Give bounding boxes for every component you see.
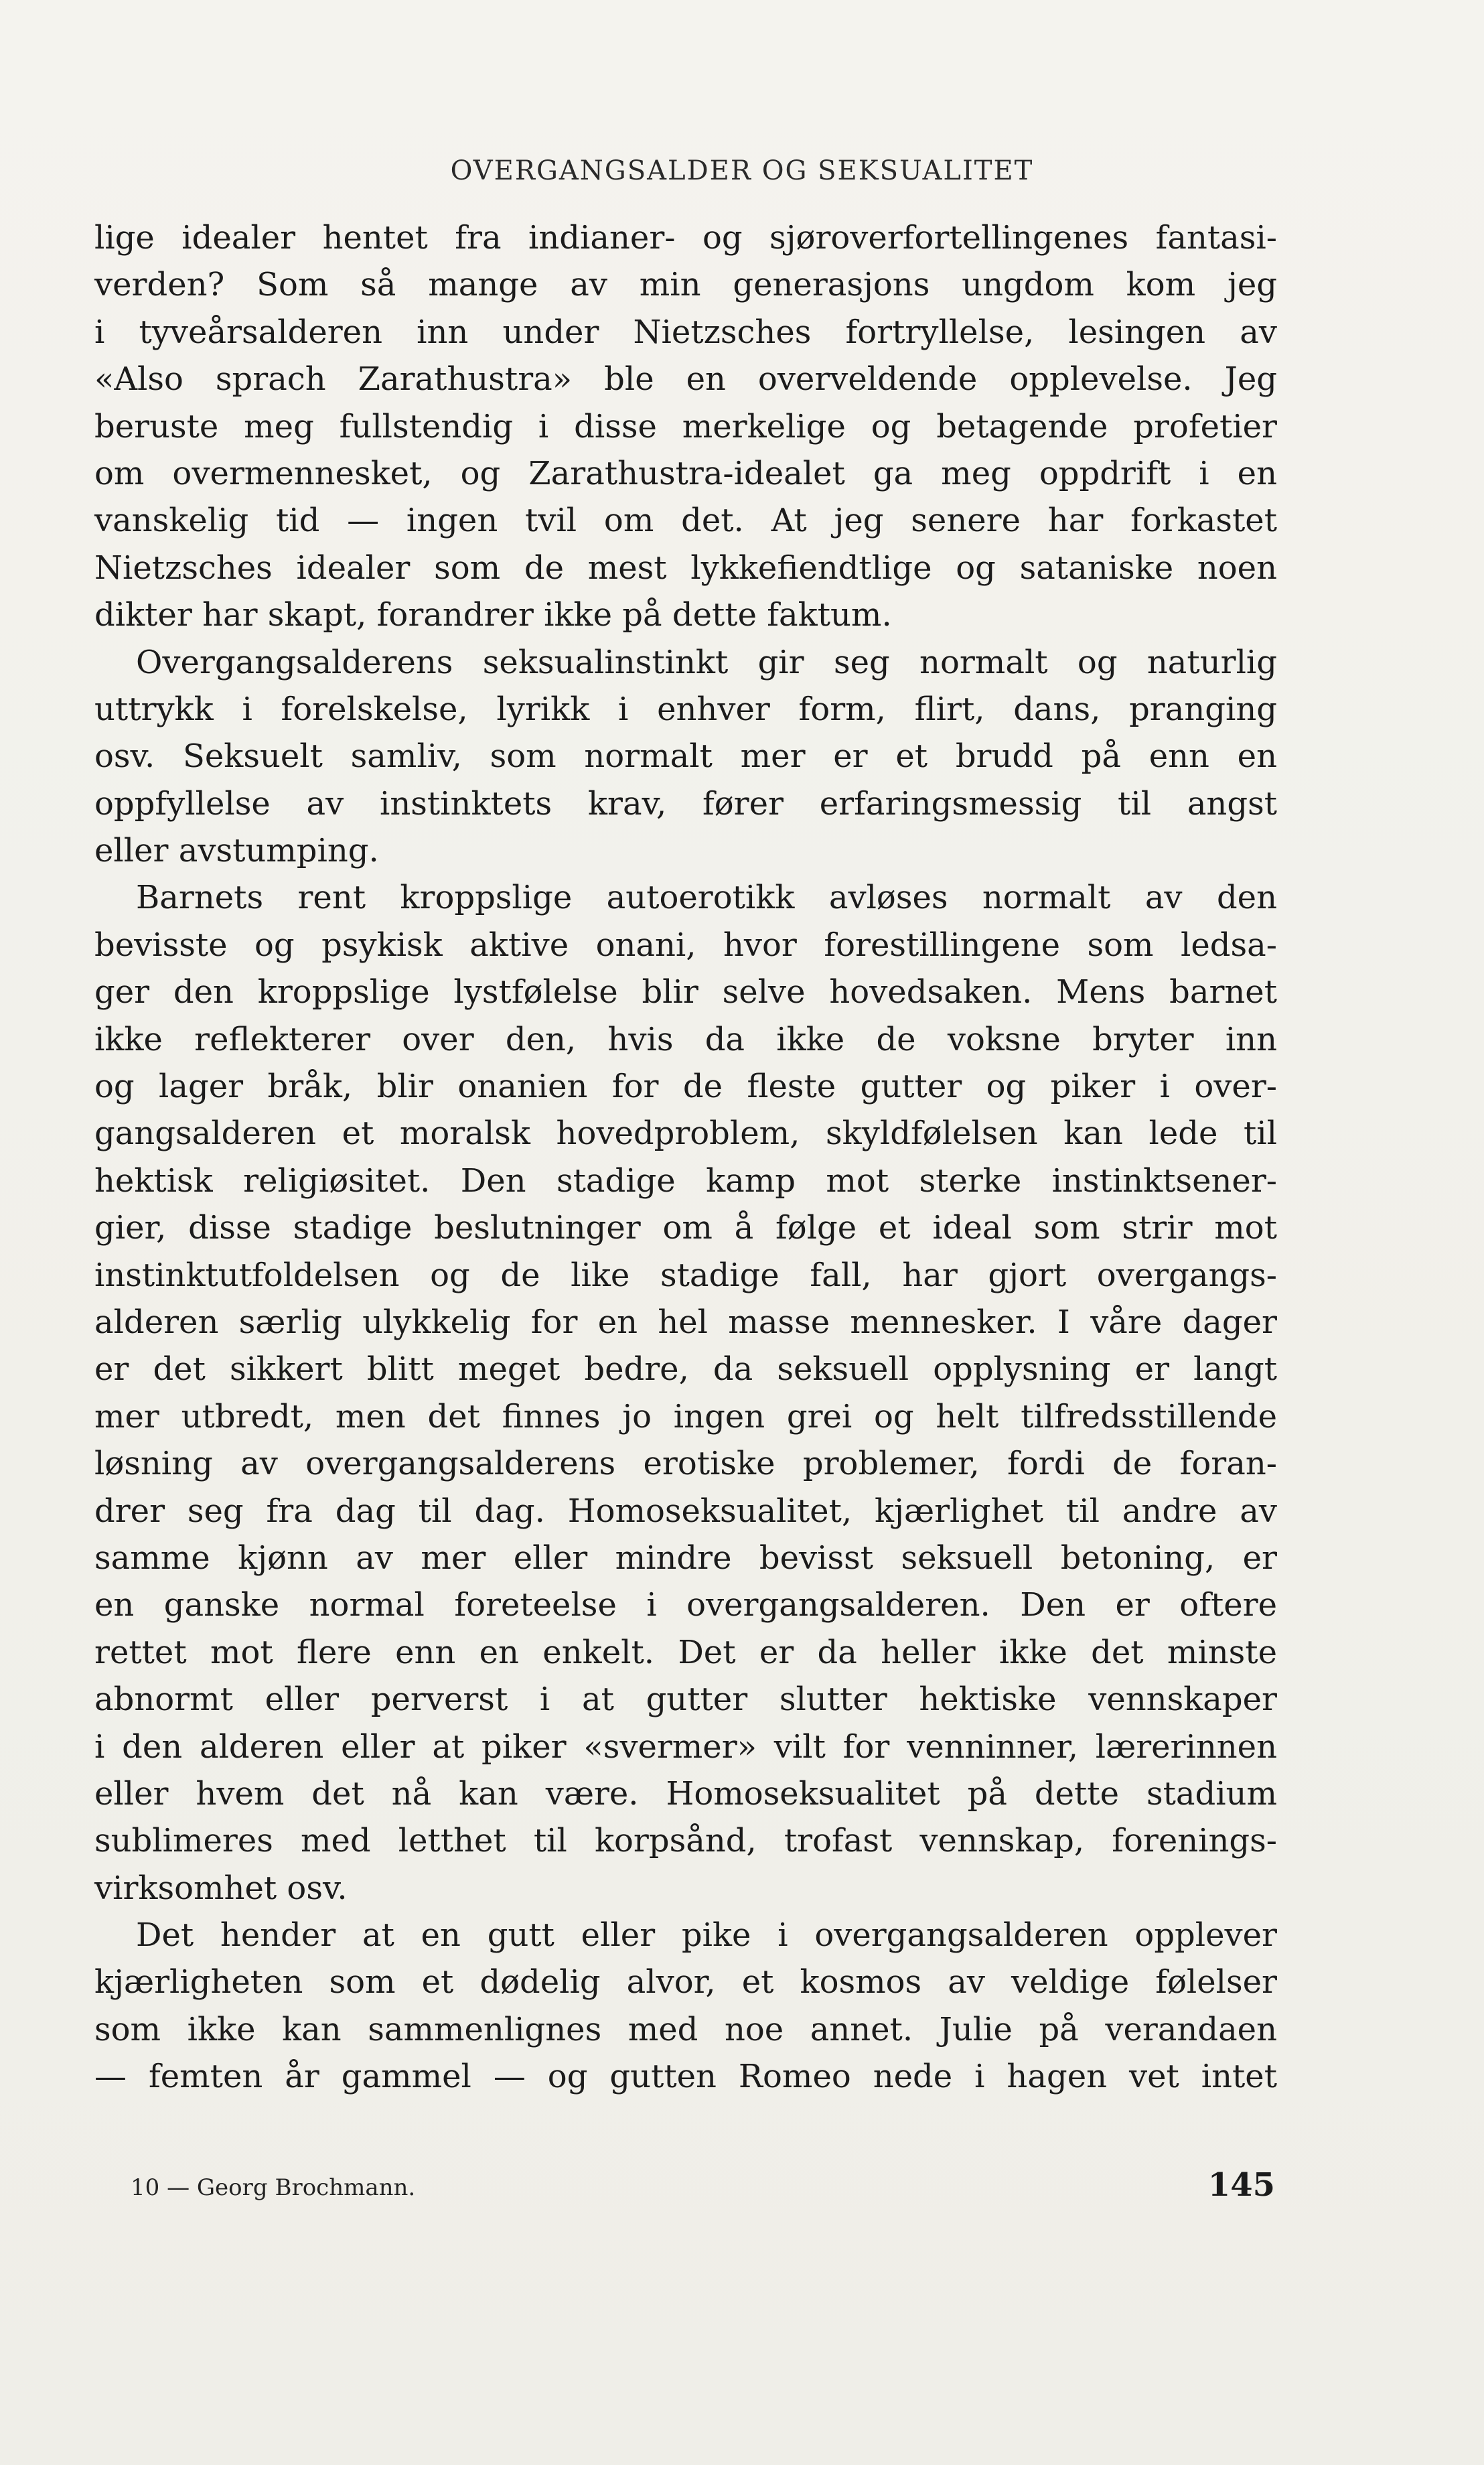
text-line: gier, disse stadige beslutninger om å følge et ideal som strir mot — [94, 1209, 1277, 1247]
text-line: løsning av overgangsalderens erotiske problemer, fordi de foran- — [94, 1445, 1277, 1483]
text-line: om overmennesket, og Zarathustra-idealet ga meg oppdrift i en — [94, 454, 1277, 492]
text-line: Barnets rent kroppslige autoerotikk avløses normalt av den — [136, 879, 1277, 917]
text-line: abnormt eller perverst i at gutter slutter hektiske vennskaper — [94, 1681, 1277, 1719]
page-number: 145 — [1207, 2166, 1275, 2204]
text-line: Det hender at en gutt eller pike i overgangsalderen opplever — [136, 1916, 1277, 1955]
text-line: ikke reflekterer over den, hvis da ikke de voksne bryter inn — [94, 1020, 1277, 1058]
text-line: oppfyllelse av instinktets krav, fører erfaringsmessig til angst — [94, 784, 1277, 823]
body-text — [94, 214, 1277, 2101]
text-line: verden? Som så mange av min generasjons ungdom kom jeg — [94, 266, 1277, 304]
text-line: i den alderen eller at piker «svermer» vilt for venninner, lærerinnen — [94, 1728, 1277, 1766]
text-line: samme kjønn av mer eller mindre bevisst seksuell betoning, er — [94, 1539, 1277, 1577]
text-line: vanskelig tid — ingen tvil om det. At jeg senere har forkastet — [94, 502, 1277, 540]
text-line: dikter har skapt, forandrer ikke på dette faktum. — [94, 596, 892, 634]
text-line: «Also sprach Zarathustra» ble en overveldende opplevelse. Jeg — [94, 360, 1277, 399]
text-line: uttrykk i forelskelse, lyrikk i enhver form, flirt, dans, pranging — [94, 690, 1277, 728]
text-line: Overgangsalderens seksualinstinkt gir seg normalt og naturlig — [136, 643, 1277, 681]
text-line: eller hvem det nå kan være. Homoseksualitet på dette stadium — [94, 1774, 1277, 1813]
text-line: bevisste og psykisk aktive onani, hvor forestillingene som ledsa- — [94, 926, 1277, 964]
text-line: drer seg fra dag til dag. Homoseksualitet, kjærlighet til andre av — [94, 1492, 1277, 1530]
text-line: beruste meg fullstendig i disse merkelige og betagende profetier — [94, 407, 1277, 445]
running-head: OVERGANGSALDER OG SEKSUALITET — [450, 155, 1034, 186]
printer-signature: 10 — Georg Brochmann. — [131, 2174, 416, 2201]
text-line: rettet mot flere enn en enkelt. Det er da heller ikke det minste — [94, 1633, 1277, 1671]
text-line: — femten år gammel — og gutten Romeo nede i hagen vet intet — [94, 2058, 1277, 2096]
text-line: gangsalderen et moralsk hovedproblem, skyldfølelsen kan lede til — [94, 1115, 1277, 1153]
text-line: virksomhet osv. — [94, 1869, 348, 1907]
page-footer — [0, 2166, 1484, 2206]
text-line: og lager bråk, blir onanien for de fleste gutter og piker i over- — [94, 1068, 1277, 1106]
text-line: som ikke kan sammenlignes med noe annet. Julie på verandaen — [94, 2010, 1277, 2048]
text-line: mer utbredt, men det finnes jo ingen grei og helt tilfredsstillende — [94, 1397, 1277, 1435]
text-line: i tyveårsalderen inn under Nietzsches fortryllelse, lesingen av — [94, 313, 1277, 351]
text-line: sublimeres med letthet til korpsånd, trofast vennskap, forenings- — [94, 1822, 1277, 1860]
text-line: Nietzsches idealer som de mest lykkefiendtlige og sataniske noen — [94, 549, 1277, 587]
text-line: lige idealer hentet fra indianer- og sjøroverfortellingenes fantasi- — [94, 219, 1277, 257]
text-line: en ganske normal foreteelse i overgangsalderen. Den er oftere — [94, 1586, 1277, 1624]
text-line: kjærligheten som et dødelig alvor, et kosmos av veldige følelser — [94, 1963, 1277, 2001]
text-line: eller avstumping. — [94, 832, 379, 870]
text-line: hektisk religiøsitet. Den stadige kamp mot sterke instinktsener- — [94, 1161, 1277, 1200]
text-line: er det sikkert blitt meget bedre, da seksuell opplysning er langt — [94, 1350, 1277, 1389]
text-line: osv. Seksuelt samliv, som normalt mer er et brudd på enn en — [94, 737, 1277, 776]
text-line: ger den kroppslige lystfølelse blir selve hovedsaken. Mens barnet — [94, 973, 1277, 1011]
text-line: alderen særlig ulykkelig for en hel masse mennesker. I våre dager — [94, 1303, 1277, 1341]
text-line: instinktutfoldelsen og de like stadige fall, har gjort overgangs- — [94, 1256, 1277, 1294]
